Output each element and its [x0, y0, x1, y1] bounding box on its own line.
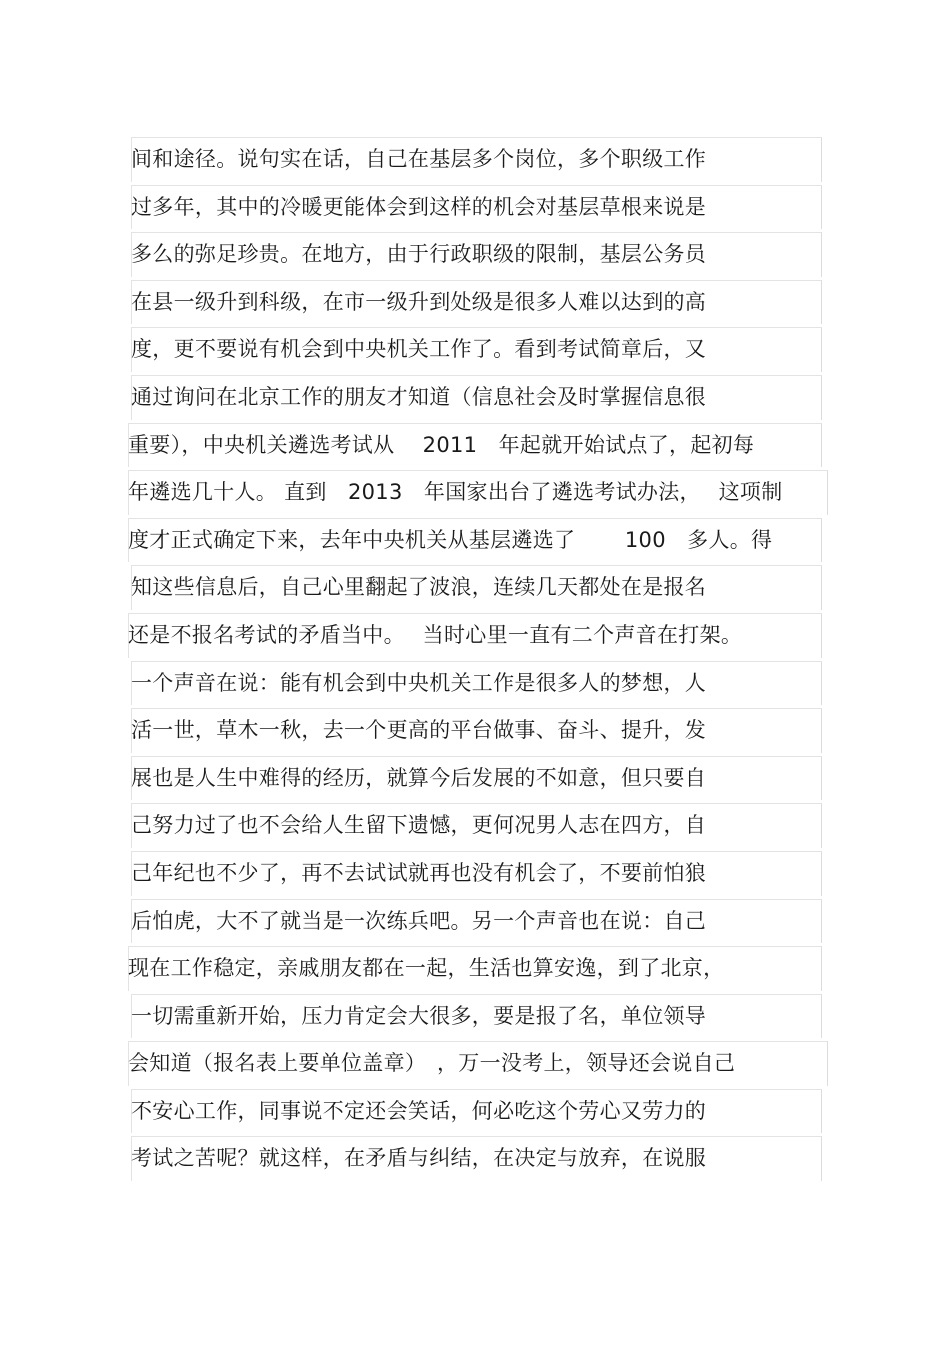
line-text: 度才正式确定下来，去年中央机关从基层遴选了 100 多人。得	[128, 527, 773, 552]
line-text: 考试之苦呢？就这样，在矛盾与纠结，在决定与放弃，在说服	[131, 1146, 707, 1171]
text-line	[128, 756, 828, 804]
text-line	[128, 1041, 828, 1089]
line-text: 通过询问在北京工作的朋友才知道（信息社会及时掌握信息很	[131, 384, 707, 409]
text-line	[128, 137, 828, 185]
line-text: 己年纪也不少了，再不去试试就再也没有机会了，不要前怕狼	[131, 860, 707, 885]
line-text: 活一世，草木一秋，去一个更高的平台做事、奋斗、提升，发	[131, 718, 707, 743]
line-text: 过多年，其中的冷暖更能体会到这样的机会对基层草根来说是	[131, 194, 707, 219]
line-text: 不安心工作，同事说不定还会笑话，何必吃这个劳心又劳力的	[131, 1098, 707, 1123]
text-line	[128, 565, 828, 613]
text-line	[128, 661, 828, 709]
text-line	[128, 280, 828, 328]
text-line	[128, 613, 828, 661]
text-line	[128, 1089, 828, 1137]
line-text: 间和途径。说句实在话，自己在基层多个岗位，多个职级工作	[131, 147, 707, 171]
text-line	[128, 851, 828, 899]
text-line	[128, 185, 828, 233]
line-text: 一个声音在说：能有机会到中央机关工作是很多人的梦想，人	[131, 670, 707, 695]
line-text: 还是不报名考试的矛盾当中。 当时心里一直有二个声音在打架。	[128, 622, 743, 647]
text-line	[128, 1136, 828, 1184]
text-line	[128, 899, 828, 947]
text-line	[128, 423, 828, 471]
text-line	[128, 470, 828, 518]
line-text: 现在工作稳定，亲戚朋友都在一起，生活也算安逸，到了北京，	[128, 956, 725, 981]
line-text: 度，更不要说有机会到中央机关工作了。看到考试简章后，又	[131, 337, 707, 362]
text-line	[128, 708, 828, 756]
text-line	[128, 518, 828, 566]
line-text: 多么的弥足珍贵。在地方，由于行政职级的限制，基层公务员	[131, 242, 707, 267]
body-text	[128, 137, 828, 1184]
line-text: 重要），中央机关遴选考试从 2011 年起就开始试点了，起初每	[128, 432, 755, 457]
text-line	[128, 232, 828, 280]
line-text: 年遴选几十人。 直到 2013 年国家出台了遴选考试办法， 这项制	[128, 480, 783, 505]
line-text: 知这些信息后，自己心里翻起了波浪，连续几天都处在是报名	[131, 575, 707, 600]
line-text: 己努力过了也不会给人生留下遗憾，更何况男人志在四方，自	[131, 813, 707, 838]
line-text: 展也是人生中难得的经历，就算今后发展的不如意，但只要自	[131, 765, 707, 790]
line-text: 会知道（报名表上要单位盖章） ，万一没考上，领导还会说自己	[128, 1051, 736, 1076]
text-line	[128, 327, 828, 375]
line-text: 一切需重新开始，压力肯定会大很多，要是报了名，单位领导	[131, 1003, 707, 1028]
text-line	[128, 994, 828, 1042]
text-line	[128, 375, 828, 423]
text-line	[128, 946, 828, 994]
line-text: 在县一级升到科级，在市一级升到处级是很多人难以达到的高	[131, 289, 707, 314]
line-text: 后怕虎，大不了就当是一次练兵吧。另一个声音也在说：自己	[131, 908, 707, 933]
text-line	[128, 803, 828, 851]
